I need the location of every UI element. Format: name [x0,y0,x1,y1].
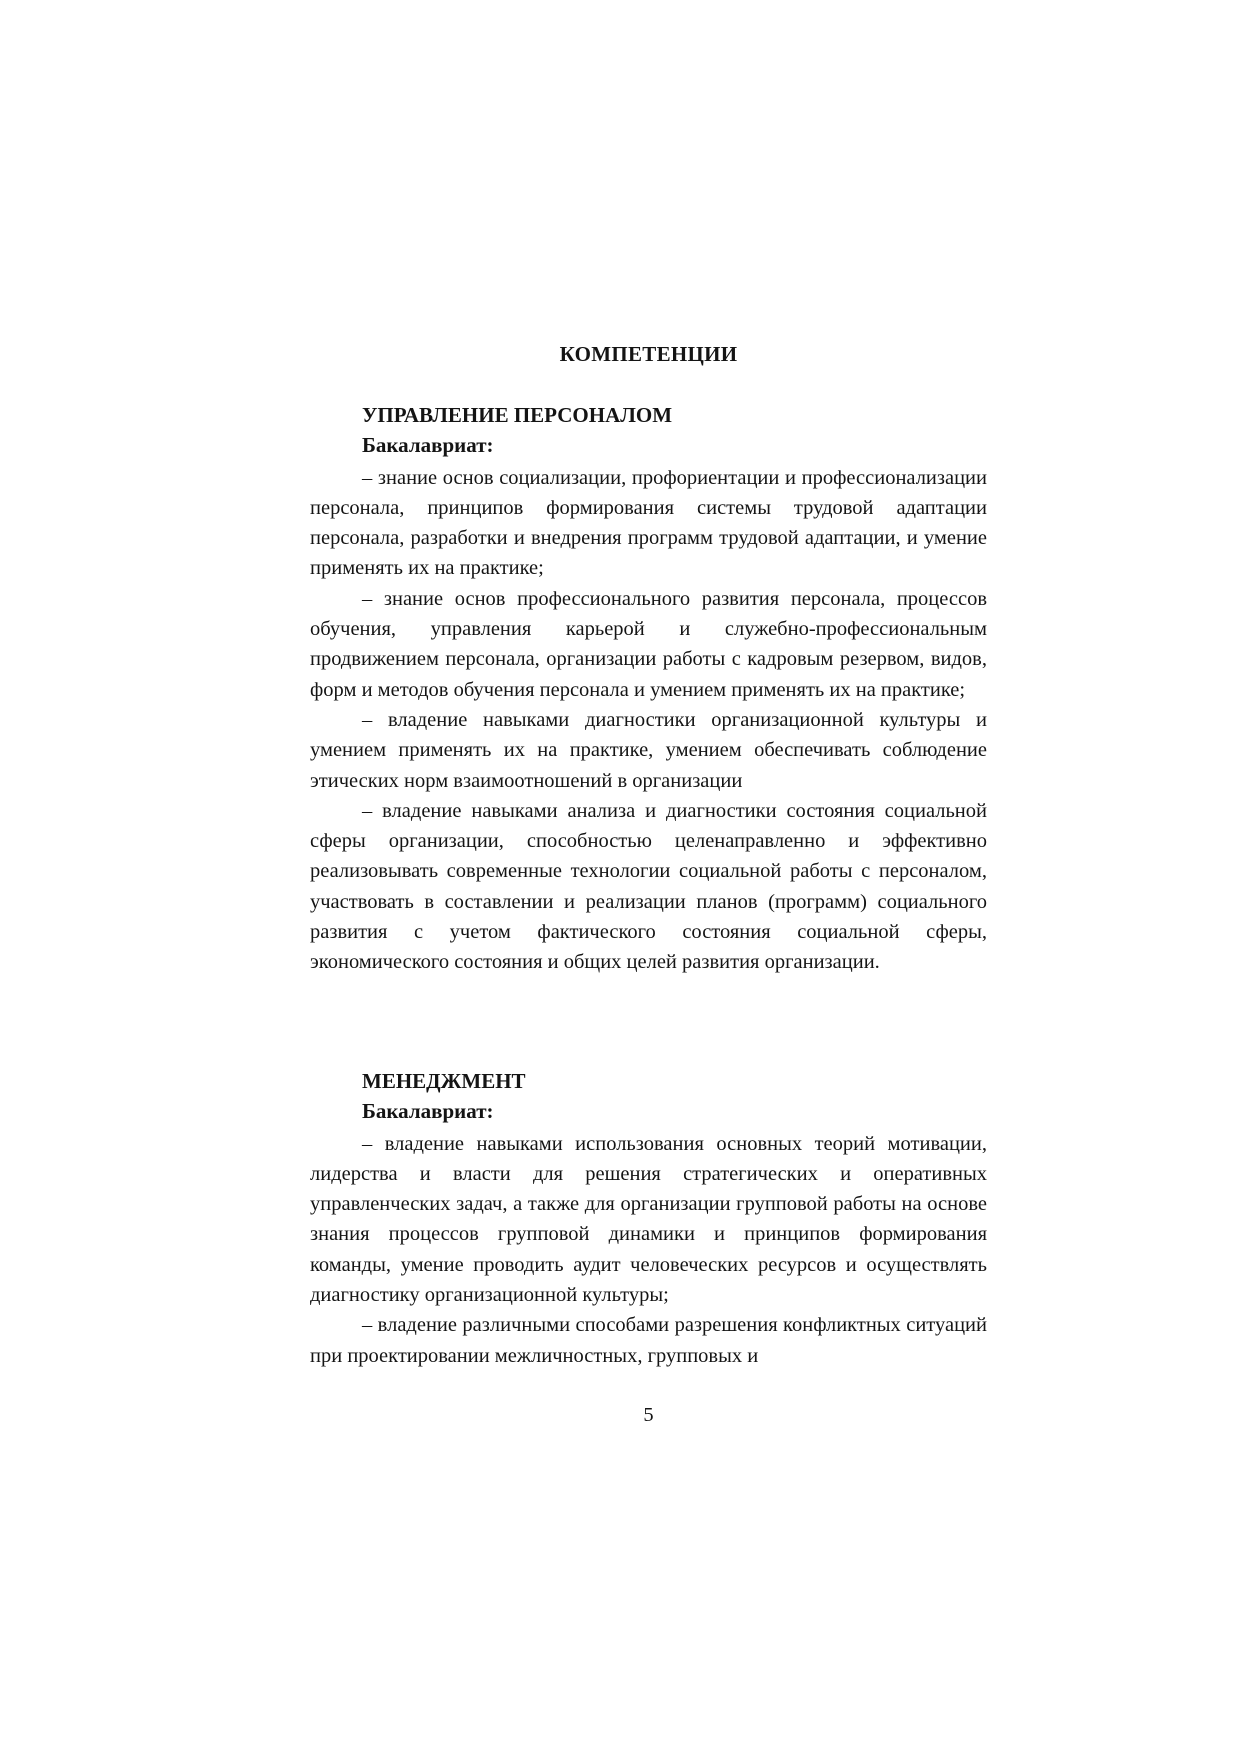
competency-item: – владение навыками диагностики организационной культуры и умением применять их на практике, умением обеспечивать соблюдение этических норм взаимоотношений в организации [310,708,987,792]
page-title: КОМПЕТЕНЦИИ [559,342,738,366]
competency-item: – знание основ социализации, профориентации и профессионализации персонала, принципов формирования системы трудовой адаптации персонала, разработки и внедрения программ трудовой адаптации, и умение применять их на практике; [310,466,987,580]
level-heading: Бакалавриат: [362,433,494,458]
section-management [310,1066,987,1371]
level-heading: Бакалавриат: [362,1099,494,1124]
competency-item: – знание основ профессионального развития персонала, процессов обучения, управления карьерой и служебно-профессиональным продвижением персонала, организации работы с кадровым резервом, видов, форм и методов обучения персонала и умением применять их на практике; [310,587,987,701]
section-hr-management [310,400,987,978]
section-heading: УПРАВЛЕНИЕ ПЕРСОНАЛОМ [362,403,673,427]
competency-item: – владение навыками анализа и диагностики состояния социальной сферы организации, способностью целенаправленно и эффективно реализовывать современные технологии социальной работы с персоналом, участвовать в составлении и реализации планов (программ) социального развития с учетом фактического состояния социальной сферы, экономического состояния и общих целей развития организации. [310,799,987,974]
competency-item: – владение различными способами разрешения конфликтных ситуаций при проектировании межличностных, групповых и [310,1314,987,1367]
section-heading: МЕНЕДЖМЕНТ [362,1069,526,1093]
page-number: 5 [643,1404,654,1426]
competency-item: – владение навыками использования основных теорий мотивации, лидерства и власти для решения стратегических и оперативных управленческих задач, а также для организации групповой работы на основе знания процессов групповой динамики и принципов формирования команды, умение проводить аудит человеческих ресурсов и осуществлять диагностику организационной культуры; [310,1132,987,1307]
